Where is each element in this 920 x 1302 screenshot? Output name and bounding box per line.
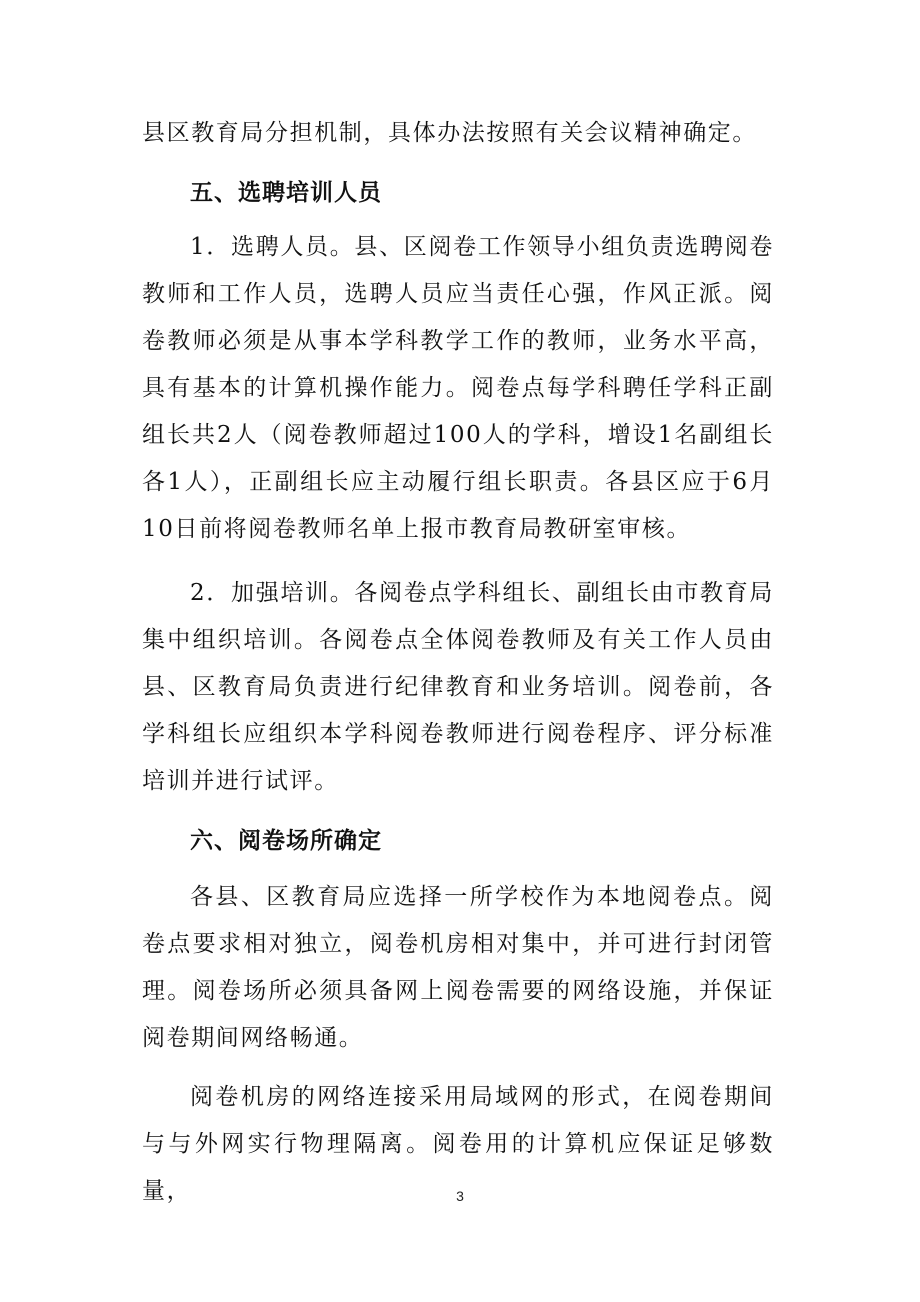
paragraph-selection-staff: 1．选聘人员。县、区阅卷工作领导小组负责选聘阅卷教师和工作人员，选聘人员应当责任心强，作风正派。阅卷教师必须是从事本学科教学工作的教师，业务水平高，具有基本的计算机操作能力。阅卷点每学科聘任学科正副组长共2人（阅卷教师超过100人的学科，增设1名副组长各1人），正副组长应主动履行组长职责。各县区应于6月10日前将阅卷教师名单上报市教育局教研室审核。 [142,234,774,542]
paragraph-continuation: 县区教育局分担机制，具体办法按照有关会议精神确定。 [142,120,757,146]
paragraph-training: 2．加强培训。各阅卷点学科组长、副组长由市教育局集中组织培训。各阅卷点全体阅卷教师及有关工作人员由县、区教育局负责进行纪律教育和业务培训。阅卷前，各学科组长应组织本学科阅卷教师进行阅卷程序、评分标准培训并进行试评。 [142,580,774,794]
section-heading-5: 五、选聘培训人员 [190,180,382,206]
paragraph-venue: 各县、区教育局应选择一所学校作为本地阅卷点。阅卷点要求相对独立，阅卷机房相对集中，并可进行封闭管理。阅卷场所必须具备网上阅卷需要的网络设施，并保证阅卷期间网络畅通。 [142,884,774,1051]
page-number: 3 [456,1188,464,1204]
section-heading-6: 六、阅卷场所确定 [190,828,382,854]
paragraph-network: 阅卷机房的网络连接采用局域网的形式，在阅卷期间与与外网实行物理隔离。阅卷用的计算机应保证足够数量， [142,1084,774,1204]
